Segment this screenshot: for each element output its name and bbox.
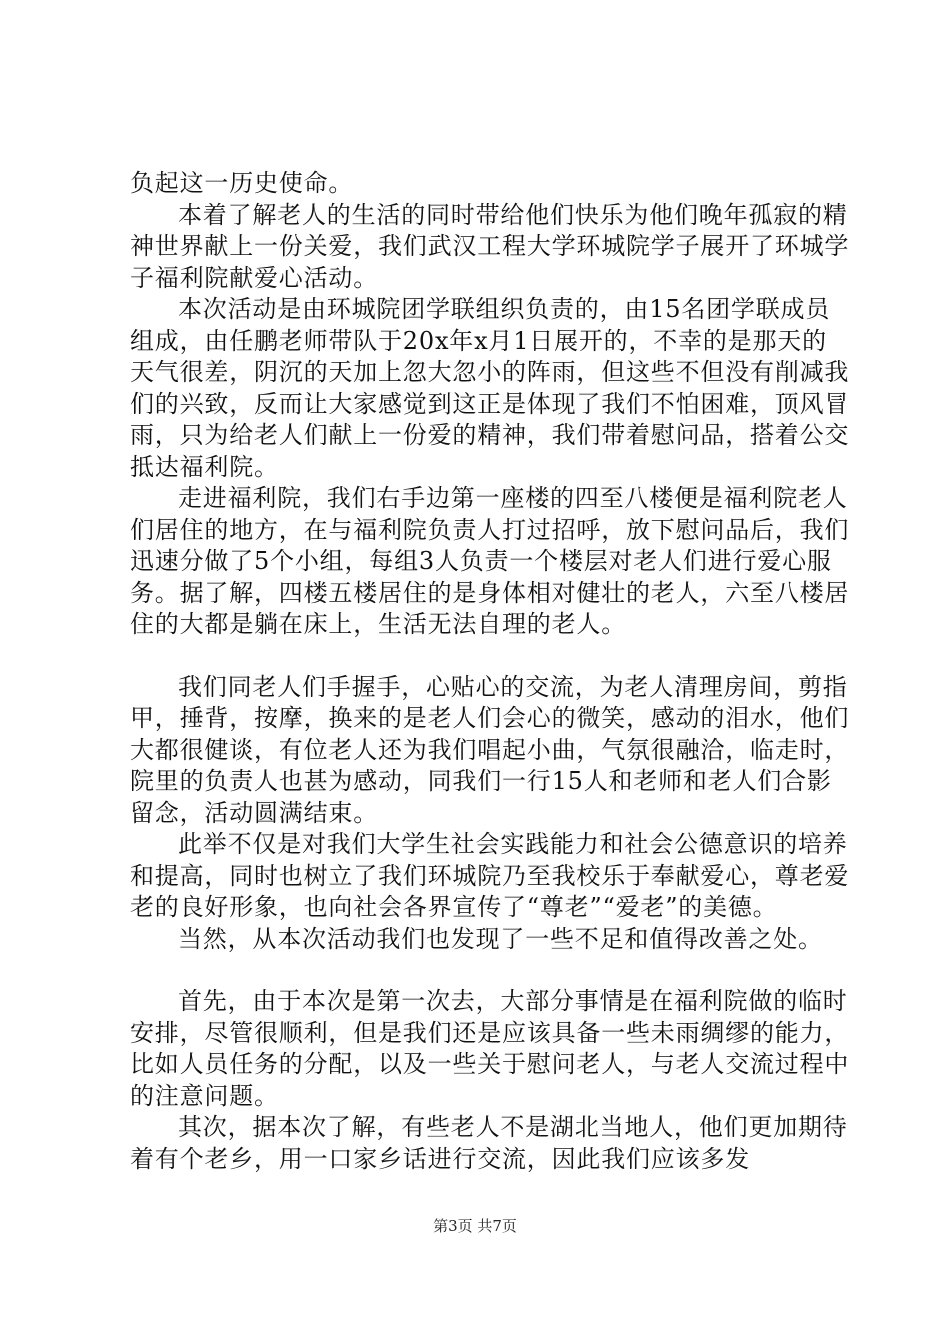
page-number: 第3页 共7页 <box>433 1217 517 1235</box>
paragraph: 本着了解老人的生活的同时带给他们快乐为他们晚年孤寂的精神世界献上一份关爱，我们武汉工程大学环城院学子展开了环城学子福利院献爱心活动。 <box>130 200 850 292</box>
paragraph: 本次活动是由环城院团学联组织负责的，由15名团学联成员组成，由任鹏老师带队于20x年x月1日展开的，不幸的是那天的天气很差，阴沉的天加上忽大忽小的阵雨，但这些不但没有削减我们的兴致，反而让大家感觉到这正是体现了我们不怕困难，顶风冒雨，只为给老人们献上一份爱的精神，我们带着慰问品，搭着公交抵达福利院。 <box>130 295 850 481</box>
paragraph: 此举不仅是对我们大学生社会实践能力和社会公德意识的培养和提高，同时也树立了我们环城院乃至我校乐于奉献爱心，尊老爱老的良好形象，也向社会各界宣传了“尊老”“爱老”的美德。 <box>130 830 850 921</box>
paragraph: 首先，由于本次是第一次去，大部分事情是在福利院做的临时安排，尽管很顺利，但是我们还是应该具备一些未雨绸缪的能力，比如人员任务的分配，以及一些关于慰问老人，与老人交流过程中的注意问题。 <box>130 987 850 1110</box>
page-footer <box>0 1215 950 1236</box>
paragraph: 我们同老人们手握手，心贴心的交流，为老人清理房间，剪指甲，捶背，按摩，换来的是老人们会心的微笑，感动的泪水，他们大都很健谈，有位老人还为我们唱起小曲，气氛很融洽，临走时，院里的负责人也甚为感动，同我们一行15人和老师和老人们合影留念，活动圆满结束。 <box>130 672 850 827</box>
paragraph: 走进福利院，我们右手边第一座楼的四至八楼便是福利院老人们居住的地方，在与福利院负责人打过招呼，放下慰问品后，我们迅速分做了5个小组，每组3人负责一个楼层对老人们进行爱心服务。据了解，四楼五楼居住的是身体相对健壮的老人，六至八楼居住的大都是躺在床上，生活无法自理的老人。 <box>130 484 850 638</box>
paragraph: 负起这一历史使命。 <box>130 169 354 197</box>
paragraph: 其次，据本次了解，有些老人不是湖北当地人，他们更加期待着有个老乡，用一口家乡话进行交流，因此我们应该多发 <box>130 1113 848 1173</box>
paragraph: 当然，从本次活动我们也发现了一些不足和值得改善之处。 <box>178 924 823 953</box>
document-body <box>130 168 850 1175</box>
